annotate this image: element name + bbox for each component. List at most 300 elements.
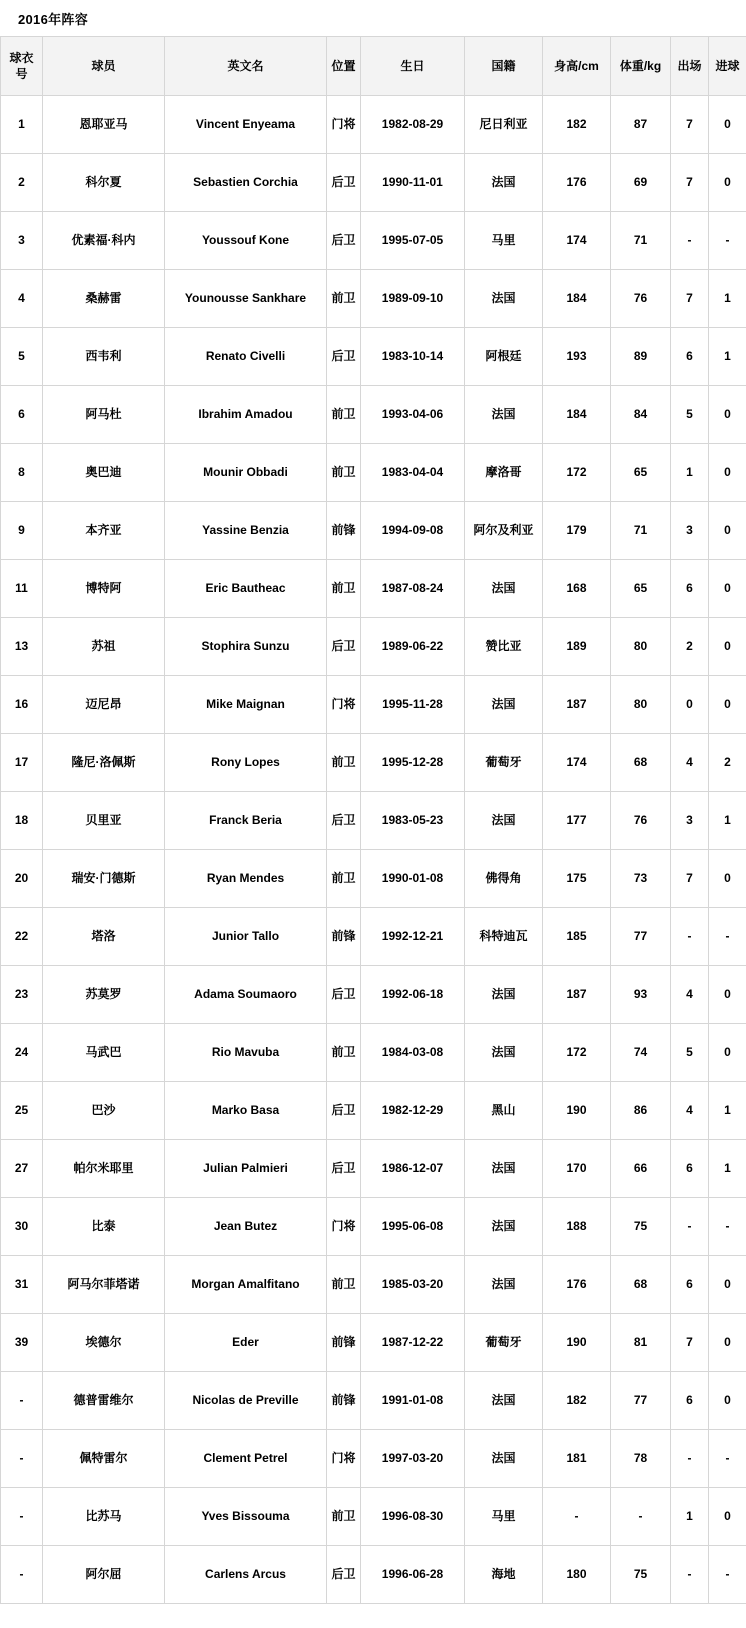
cell-appearances: - [671,1430,709,1488]
cell-nationality: 法国 [465,1140,543,1198]
cell-birthday: 1990-01-08 [361,850,465,908]
table-row [1,212,746,270]
cell-player: 比苏马 [43,1488,165,1546]
table-row [1,96,746,154]
cell-player: 博特阿 [43,560,165,618]
cell-height: - [543,1488,611,1546]
cell-player: 奥巴迪 [43,444,165,502]
bottom-spacer [0,1604,746,1628]
cell-position: 后卫 [327,212,361,270]
cell-english-name: Jean Butez [165,1198,327,1256]
cell-goals: - [709,908,746,966]
table-row [1,1314,746,1372]
cell-english-name: Mike Maignan [165,676,327,734]
cell-appearances: - [671,212,709,270]
cell-goals: 0 [709,1372,746,1430]
cell-english-name: Younousse Sankhare [165,270,327,328]
cell-appearances: 5 [671,386,709,444]
cell-player: 帕尔米耶里 [43,1140,165,1198]
cell-birthday: 1992-12-21 [361,908,465,966]
table-row [1,1546,746,1604]
cell-height: 182 [543,1372,611,1430]
cell-goals: 1 [709,328,746,386]
cell-english-name: Youssouf Kone [165,212,327,270]
cell-position: 前锋 [327,502,361,560]
cell-position: 前锋 [327,1314,361,1372]
cell-appearances: 4 [671,734,709,792]
cell-birthday: 1983-05-23 [361,792,465,850]
table-row [1,1488,746,1546]
cell-position: 前卫 [327,1488,361,1546]
cell-player: 苏莫罗 [43,966,165,1024]
cell-height: 174 [543,734,611,792]
cell-goals: 0 [709,154,746,212]
cell-shirt-number: 4 [1,270,43,328]
cell-height: 179 [543,502,611,560]
cell-shirt-number: 17 [1,734,43,792]
header-row [1,37,746,96]
cell-appearances: - [671,1546,709,1604]
cell-weight: 74 [611,1024,671,1082]
table-row [1,1140,746,1198]
cell-appearances: 7 [671,1314,709,1372]
cell-birthday: 1982-12-29 [361,1082,465,1140]
cell-player: 埃德尔 [43,1314,165,1372]
cell-player: 阿马尔菲塔诺 [43,1256,165,1314]
cell-appearances: 6 [671,1256,709,1314]
column-header-goals: 进球 [709,37,746,96]
cell-birthday: 1985-03-20 [361,1256,465,1314]
cell-player: 瑞安·门德斯 [43,850,165,908]
cell-weight: 73 [611,850,671,908]
cell-weight: 77 [611,1372,671,1430]
cell-english-name: Stophira Sunzu [165,618,327,676]
cell-player: 佩特雷尔 [43,1430,165,1488]
cell-height: 190 [543,1314,611,1372]
cell-shirt-number: 20 [1,850,43,908]
cell-nationality: 法国 [465,1024,543,1082]
cell-position: 门将 [327,96,361,154]
cell-goals: 0 [709,1024,746,1082]
table-row [1,1082,746,1140]
cell-position: 后卫 [327,154,361,212]
cell-position: 前卫 [327,1256,361,1314]
cell-nationality: 摩洛哥 [465,444,543,502]
cell-position: 前锋 [327,1372,361,1430]
cell-weight: 87 [611,96,671,154]
table-row [1,1198,746,1256]
cell-player: 迈尼昂 [43,676,165,734]
cell-weight: 71 [611,212,671,270]
cell-goals: 1 [709,792,746,850]
cell-nationality: 黑山 [465,1082,543,1140]
cell-birthday: 1995-07-05 [361,212,465,270]
table-row [1,618,746,676]
cell-player: 塔洛 [43,908,165,966]
table-row [1,908,746,966]
cell-height: 174 [543,212,611,270]
column-header-birthday: 生日 [361,37,465,96]
column-header-player: 球员 [43,37,165,96]
cell-birthday: 1984-03-08 [361,1024,465,1082]
cell-position: 前卫 [327,850,361,908]
cell-english-name: Yves Bissouma [165,1488,327,1546]
page-title: 2016年阵容 [0,0,746,36]
cell-nationality: 科特迪瓦 [465,908,543,966]
cell-appearances: 7 [671,154,709,212]
cell-weight: 93 [611,966,671,1024]
cell-player: 马武巴 [43,1024,165,1082]
cell-shirt-number: - [1,1546,43,1604]
cell-shirt-number: - [1,1372,43,1430]
cell-goals: 0 [709,502,746,560]
cell-english-name: Ryan Mendes [165,850,327,908]
cell-height: 193 [543,328,611,386]
cell-weight: 68 [611,1256,671,1314]
table-row [1,850,746,908]
cell-height: 182 [543,96,611,154]
cell-appearances: 3 [671,792,709,850]
table-row [1,502,746,560]
cell-position: 前锋 [327,908,361,966]
table-row [1,154,746,212]
cell-position: 后卫 [327,966,361,1024]
cell-birthday: 1986-12-07 [361,1140,465,1198]
cell-shirt-number: 6 [1,386,43,444]
table-row [1,386,746,444]
cell-weight: 65 [611,444,671,502]
cell-english-name: Renato Civelli [165,328,327,386]
cell-appearances: 3 [671,502,709,560]
cell-appearances: 7 [671,270,709,328]
cell-height: 176 [543,1256,611,1314]
cell-position: 后卫 [327,328,361,386]
cell-position: 前卫 [327,270,361,328]
cell-goals: 0 [709,386,746,444]
table-row [1,676,746,734]
cell-shirt-number: 39 [1,1314,43,1372]
table-row [1,1430,746,1488]
cell-birthday: 1996-06-28 [361,1546,465,1604]
cell-shirt-number: 16 [1,676,43,734]
table-row [1,270,746,328]
cell-appearances: 6 [671,560,709,618]
cell-height: 176 [543,154,611,212]
cell-nationality: 法国 [465,1430,543,1488]
table-row [1,560,746,618]
cell-height: 188 [543,1198,611,1256]
cell-nationality: 法国 [465,792,543,850]
table-row [1,1372,746,1430]
cell-nationality: 葡萄牙 [465,1314,543,1372]
cell-shirt-number: 25 [1,1082,43,1140]
cell-birthday: 1983-04-04 [361,444,465,502]
cell-weight: 75 [611,1198,671,1256]
cell-goals: 2 [709,734,746,792]
cell-nationality: 阿根廷 [465,328,543,386]
cell-player: 隆尼·洛佩斯 [43,734,165,792]
cell-height: 189 [543,618,611,676]
cell-player: 优素福·科内 [43,212,165,270]
cell-birthday: 1993-04-06 [361,386,465,444]
cell-height: 168 [543,560,611,618]
cell-goals: 0 [709,676,746,734]
cell-appearances: 2 [671,618,709,676]
cell-weight: 78 [611,1430,671,1488]
cell-shirt-number: - [1,1430,43,1488]
cell-height: 172 [543,1024,611,1082]
cell-nationality: 法国 [465,1372,543,1430]
cell-english-name: Marko Basa [165,1082,327,1140]
cell-goals: 0 [709,966,746,1024]
cell-shirt-number: 9 [1,502,43,560]
column-header-shirt-number: 球衣号 [1,37,43,96]
column-header-english-name: 英文名 [165,37,327,96]
cell-appearances: 6 [671,328,709,386]
cell-shirt-number: 24 [1,1024,43,1082]
cell-shirt-number: 3 [1,212,43,270]
cell-shirt-number: 23 [1,966,43,1024]
cell-height: 170 [543,1140,611,1198]
cell-english-name: Rony Lopes [165,734,327,792]
cell-birthday: 1990-11-01 [361,154,465,212]
cell-nationality: 法国 [465,560,543,618]
cell-birthday: 1992-06-18 [361,966,465,1024]
cell-position: 门将 [327,1430,361,1488]
cell-english-name: Sebastien Corchia [165,154,327,212]
cell-english-name: Vincent Enyeama [165,96,327,154]
cell-english-name: Yassine Benzia [165,502,327,560]
cell-goals: 0 [709,96,746,154]
table-body [1,96,746,1604]
cell-appearances: 4 [671,966,709,1024]
cell-english-name: Carlens Arcus [165,1546,327,1604]
cell-position: 前卫 [327,1024,361,1082]
cell-birthday: 1996-08-30 [361,1488,465,1546]
cell-height: 177 [543,792,611,850]
cell-player: 贝里亚 [43,792,165,850]
cell-weight: 86 [611,1082,671,1140]
cell-nationality: 尼日利亚 [465,96,543,154]
cell-appearances: 0 [671,676,709,734]
table-row [1,444,746,502]
cell-birthday: 1997-03-20 [361,1430,465,1488]
cell-player: 阿马杜 [43,386,165,444]
cell-player: 巴沙 [43,1082,165,1140]
cell-height: 175 [543,850,611,908]
cell-height: 185 [543,908,611,966]
cell-birthday: 1995-12-28 [361,734,465,792]
cell-height: 180 [543,1546,611,1604]
table-header [1,37,746,96]
cell-weight: 75 [611,1546,671,1604]
cell-shirt-number: 22 [1,908,43,966]
table-row [1,1256,746,1314]
cell-shirt-number: 11 [1,560,43,618]
cell-player: 阿尔屈 [43,1546,165,1604]
cell-height: 181 [543,1430,611,1488]
cell-shirt-number: 2 [1,154,43,212]
cell-player: 恩耶亚马 [43,96,165,154]
cell-height: 187 [543,966,611,1024]
cell-weight: 69 [611,154,671,212]
cell-weight: 66 [611,1140,671,1198]
cell-weight: 80 [611,676,671,734]
cell-nationality: 法国 [465,676,543,734]
cell-goals: - [709,1430,746,1488]
column-header-height: 身高/cm [543,37,611,96]
cell-goals: 0 [709,444,746,502]
cell-goals: 0 [709,1256,746,1314]
cell-appearances: - [671,1198,709,1256]
cell-weight: 68 [611,734,671,792]
cell-appearances: 6 [671,1372,709,1430]
cell-goals: - [709,1546,746,1604]
cell-weight: 77 [611,908,671,966]
cell-weight: 76 [611,270,671,328]
cell-english-name: Eder [165,1314,327,1372]
column-header-position: 位置 [327,37,361,96]
cell-height: 172 [543,444,611,502]
cell-player: 本齐亚 [43,502,165,560]
cell-english-name: Franck Beria [165,792,327,850]
cell-appearances: - [671,908,709,966]
cell-height: 184 [543,270,611,328]
cell-weight: 81 [611,1314,671,1372]
cell-goals: - [709,1198,746,1256]
cell-birthday: 1991-01-08 [361,1372,465,1430]
column-header-appearances: 出场 [671,37,709,96]
cell-nationality: 阿尔及利亚 [465,502,543,560]
cell-player: 德普雷维尔 [43,1372,165,1430]
roster-table [0,36,746,1604]
cell-nationality: 海地 [465,1546,543,1604]
cell-appearances: 7 [671,96,709,154]
cell-nationality: 赞比亚 [465,618,543,676]
cell-english-name: Eric Bautheac [165,560,327,618]
cell-goals: 0 [709,1314,746,1372]
cell-birthday: 1989-09-10 [361,270,465,328]
cell-nationality: 马里 [465,1488,543,1546]
table-row [1,966,746,1024]
cell-player: 西韦利 [43,328,165,386]
cell-nationality: 法国 [465,966,543,1024]
cell-birthday: 1994-09-08 [361,502,465,560]
cell-height: 187 [543,676,611,734]
cell-shirt-number: 18 [1,792,43,850]
cell-goals: 1 [709,1082,746,1140]
cell-appearances: 5 [671,1024,709,1082]
cell-birthday: 1982-08-29 [361,96,465,154]
cell-position: 前卫 [327,444,361,502]
cell-nationality: 法国 [465,1256,543,1314]
cell-position: 门将 [327,1198,361,1256]
cell-birthday: 1995-06-08 [361,1198,465,1256]
cell-english-name: Junior Tallo [165,908,327,966]
cell-shirt-number: 1 [1,96,43,154]
table-row [1,1024,746,1082]
cell-english-name: Adama Soumaoro [165,966,327,1024]
cell-goals: 1 [709,270,746,328]
cell-nationality: 佛得角 [465,850,543,908]
cell-english-name: Mounir Obbadi [165,444,327,502]
cell-nationality: 法国 [465,1198,543,1256]
cell-weight: 84 [611,386,671,444]
cell-position: 门将 [327,676,361,734]
cell-player: 苏祖 [43,618,165,676]
cell-english-name: Morgan Amalfitano [165,1256,327,1314]
cell-goals: 1 [709,1140,746,1198]
cell-position: 后卫 [327,1082,361,1140]
cell-english-name: Clement Petrel [165,1430,327,1488]
cell-position: 后卫 [327,792,361,850]
cell-english-name: Julian Palmieri [165,1140,327,1198]
cell-goals: 0 [709,618,746,676]
cell-weight: 65 [611,560,671,618]
cell-nationality: 法国 [465,154,543,212]
cell-height: 184 [543,386,611,444]
cell-weight: 89 [611,328,671,386]
cell-goals: 0 [709,560,746,618]
cell-shirt-number: - [1,1488,43,1546]
cell-appearances: 1 [671,1488,709,1546]
cell-appearances: 6 [671,1140,709,1198]
cell-shirt-number: 13 [1,618,43,676]
cell-nationality: 法国 [465,270,543,328]
cell-goals: - [709,212,746,270]
cell-shirt-number: 27 [1,1140,43,1198]
cell-english-name: Nicolas de Preville [165,1372,327,1430]
cell-english-name: Ibrahim Amadou [165,386,327,444]
cell-birthday: 1995-11-28 [361,676,465,734]
cell-appearances: 1 [671,444,709,502]
cell-position: 前卫 [327,734,361,792]
cell-shirt-number: 5 [1,328,43,386]
table-row [1,792,746,850]
cell-birthday: 1987-08-24 [361,560,465,618]
cell-position: 后卫 [327,1140,361,1198]
cell-weight: 80 [611,618,671,676]
cell-position: 后卫 [327,1546,361,1604]
cell-shirt-number: 30 [1,1198,43,1256]
column-header-weight: 体重/kg [611,37,671,96]
cell-position: 前卫 [327,386,361,444]
cell-english-name: Rio Mavuba [165,1024,327,1082]
cell-nationality: 葡萄牙 [465,734,543,792]
cell-birthday: 1987-12-22 [361,1314,465,1372]
cell-birthday: 1989-06-22 [361,618,465,676]
cell-weight: 71 [611,502,671,560]
cell-position: 后卫 [327,618,361,676]
cell-appearances: 7 [671,850,709,908]
cell-birthday: 1983-10-14 [361,328,465,386]
table-row [1,734,746,792]
cell-goals: 0 [709,850,746,908]
table-row [1,328,746,386]
cell-position: 前卫 [327,560,361,618]
column-header-nationality: 国籍 [465,37,543,96]
cell-player: 比泰 [43,1198,165,1256]
cell-appearances: 4 [671,1082,709,1140]
cell-weight: 76 [611,792,671,850]
cell-shirt-number: 8 [1,444,43,502]
cell-shirt-number: 31 [1,1256,43,1314]
cell-player: 科尔夏 [43,154,165,212]
cell-nationality: 马里 [465,212,543,270]
cell-goals: 0 [709,1488,746,1546]
cell-nationality: 法国 [465,386,543,444]
cell-weight: - [611,1488,671,1546]
